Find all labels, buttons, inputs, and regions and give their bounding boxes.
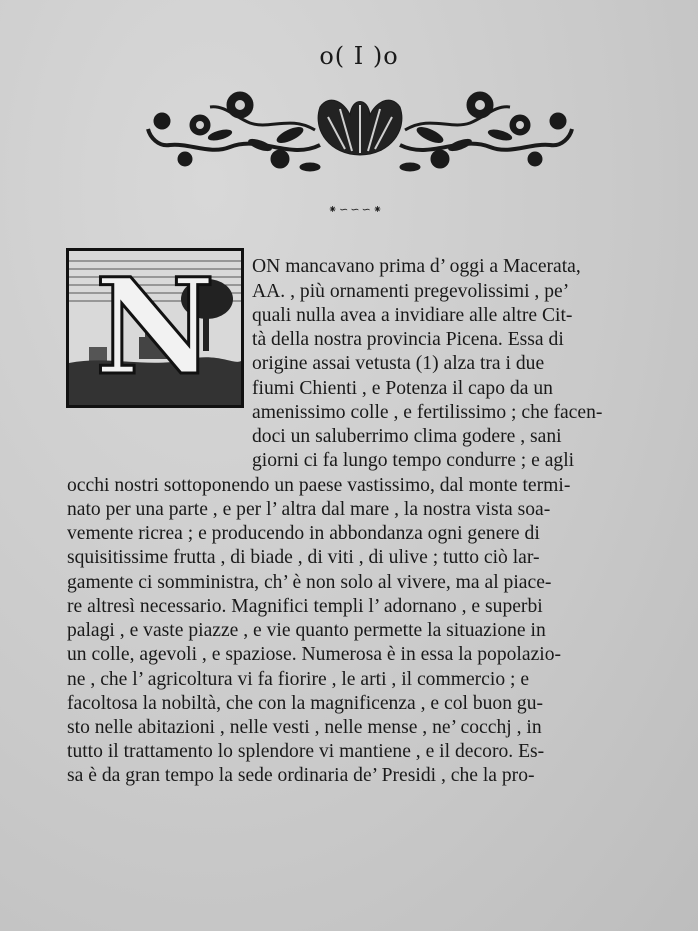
small-divider-ornament: ⁕∽∽∽⁕ bbox=[327, 203, 385, 216]
decorated-initial-letter bbox=[66, 248, 244, 408]
text-line: un colle, agevoli , e spaziose. Numerosa è in essa la popolazio- bbox=[67, 644, 562, 665]
text-line: quali nulla avea a invidiare alle altre Cit- bbox=[252, 305, 573, 326]
text-line: AA. , più ornamenti pregevolissimi , pe’ bbox=[252, 281, 570, 302]
text-line: palagi , e vaste piazze , e vie quanto permette la situazione in bbox=[67, 620, 546, 641]
text-line: doci un saluberrimo clima godere , sani bbox=[252, 426, 562, 447]
text-line: sa è da gran tempo la sede ordinaria de’ Presidi , che la pro- bbox=[67, 765, 535, 786]
page-number: o( I )o bbox=[319, 42, 399, 70]
text-line: re altresì necessario. Magnifici templi l’ adornano , e superbi bbox=[67, 596, 543, 617]
text-line: fiumi Chienti , e Potenza il capo da un bbox=[252, 378, 553, 399]
text-line: ne , che l’ agricoltura vi fa fiorire , le arti , il commercio ; e bbox=[67, 669, 530, 690]
text-line: sto nelle abitazioni , nelle vesti , nelle mense , ne’ cocchj , in bbox=[67, 717, 542, 738]
text-line: tutto il trattamento lo splendore vi mantiene , e il decoro. Es- bbox=[67, 741, 545, 762]
text-line: origine assai vetusta (1) alza tra i due bbox=[252, 353, 545, 374]
text-line: gamente ci somministra, ch’ è non solo al vivere, ma al piace- bbox=[67, 572, 552, 593]
text-line: ON mancavano prima d’ oggi a Macerata, bbox=[252, 256, 581, 277]
text-line: squisitissime frutta , di biade , di viti , di ulive ; tutto ciò lar- bbox=[67, 547, 540, 568]
initial-letter-glyph: N bbox=[94, 251, 216, 405]
text-line: occhi nostri sottoponendo un paese vastissimo, dal monte termi- bbox=[67, 475, 571, 496]
text-line: facoltosa la nobiltà, che con la magnificenza , e col buon gu- bbox=[67, 693, 544, 714]
floral-headpiece-ornament bbox=[140, 85, 580, 180]
text-line: vemente ricrea ; e producendo in abbondanza ogni genere di bbox=[67, 523, 540, 544]
text-line: amenissimo colle , e fertilissimo ; che facen- bbox=[252, 402, 603, 423]
text-line: giorni ci fa lungo tempo condurre ; e agli bbox=[252, 450, 575, 471]
text-line: nato per una parte , e per l’ altra dal mare , la nostra vista soa- bbox=[67, 499, 551, 520]
text-line: tà della nostra provincia Picena. Essa di bbox=[252, 329, 564, 350]
